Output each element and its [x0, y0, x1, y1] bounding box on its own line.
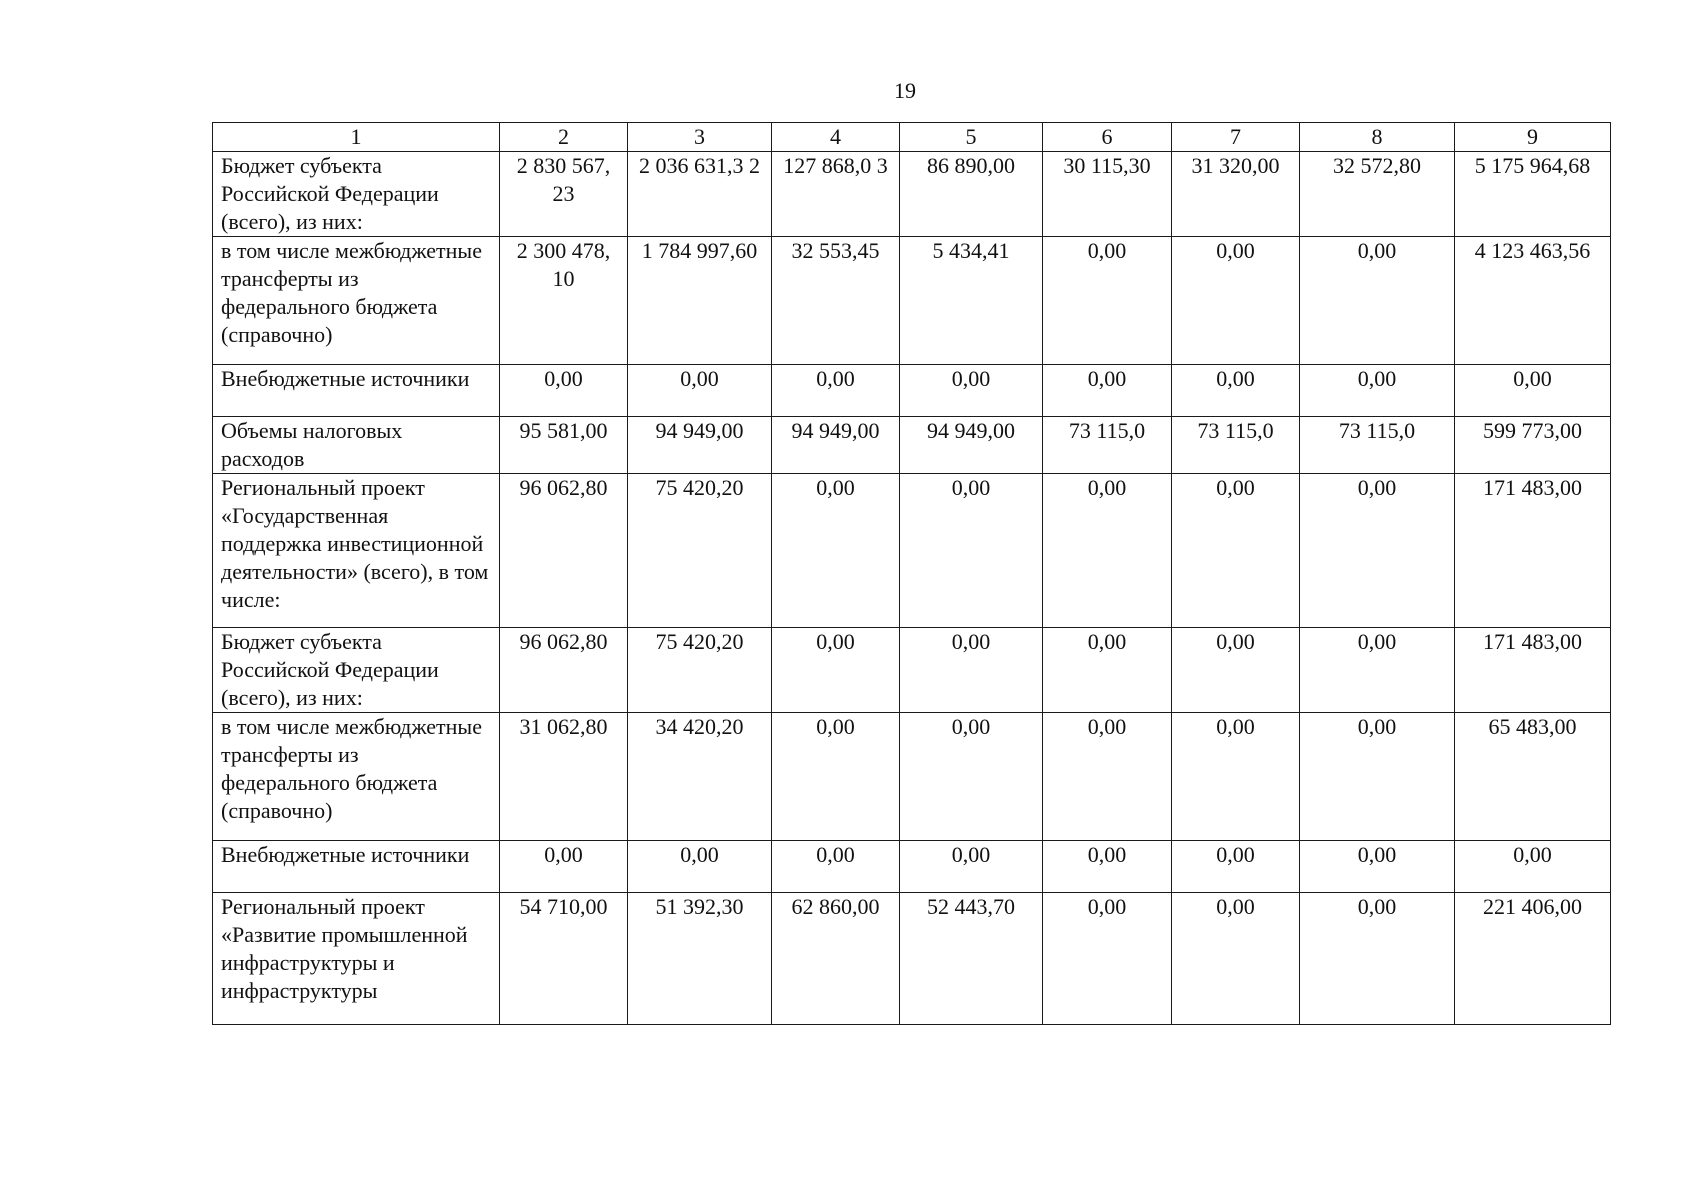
- value-cell: 0,00: [1455, 365, 1611, 417]
- row-label: Бюджет субъекта Российской Федерации (всего), из них:: [213, 628, 500, 713]
- column-header: 7: [1172, 123, 1300, 152]
- table-header: [213, 123, 1611, 152]
- value-cell: 2 300 478, 10: [500, 237, 628, 365]
- value-cell: 0,00: [1043, 365, 1172, 417]
- value-cell: 32 553,45: [772, 237, 900, 365]
- value-cell: 0,00: [1172, 841, 1300, 893]
- value-cell: 0,00: [1043, 628, 1172, 713]
- value-cell: 0,00: [628, 841, 772, 893]
- value-cell: 0,00: [1043, 893, 1172, 1025]
- value-cell: 54 710,00: [500, 893, 628, 1025]
- row-label: Объемы налоговых расходов: [213, 417, 500, 474]
- value-cell: 0,00: [900, 365, 1043, 417]
- value-cell: 94 949,00: [900, 417, 1043, 474]
- value-cell: 0,00: [1172, 474, 1300, 628]
- value-cell: 4 123 463,56: [1455, 237, 1611, 365]
- value-cell: 30 115,30: [1043, 152, 1172, 237]
- value-cell: 0,00: [1300, 474, 1455, 628]
- value-cell: 0,00: [1043, 841, 1172, 893]
- column-header: 6: [1043, 123, 1172, 152]
- value-cell: 0,00: [1300, 841, 1455, 893]
- value-cell: 0,00: [1043, 237, 1172, 365]
- value-cell: 0,00: [1300, 628, 1455, 713]
- value-cell: 73 115,0: [1043, 417, 1172, 474]
- column-header: 8: [1300, 123, 1455, 152]
- page-number: 19: [894, 78, 916, 103]
- table-row: [213, 417, 1611, 474]
- value-cell: 0,00: [1172, 365, 1300, 417]
- value-cell: 73 115,0: [1172, 417, 1300, 474]
- value-cell: 0,00: [772, 365, 900, 417]
- value-cell: 0,00: [900, 628, 1043, 713]
- table-row: [213, 628, 1611, 713]
- value-cell: 75 420,20: [628, 628, 772, 713]
- value-cell: 62 860,00: [772, 893, 900, 1025]
- table-row: [213, 474, 1611, 628]
- value-cell: 1 784 997,60: [628, 237, 772, 365]
- column-header: 3: [628, 123, 772, 152]
- header-row: [213, 123, 1611, 152]
- value-cell: 96 062,80: [500, 474, 628, 628]
- value-cell: 5 175 964,68: [1455, 152, 1611, 237]
- value-cell: 0,00: [628, 365, 772, 417]
- value-cell: 96 062,80: [500, 628, 628, 713]
- value-cell: 0,00: [1043, 474, 1172, 628]
- row-label: в том числе межбюджетные трансферты из федерального бюджета (справочно): [213, 713, 500, 841]
- column-header: 2: [500, 123, 628, 152]
- value-cell: 127 868,0 3: [772, 152, 900, 237]
- value-cell: 0,00: [1043, 713, 1172, 841]
- value-cell: 171 483,00: [1455, 474, 1611, 628]
- value-cell: 0,00: [1300, 713, 1455, 841]
- row-label: Внебюджетные источники: [213, 841, 500, 893]
- row-label: Региональный проект «Государственная поддержка инвестиционной деятельности» (всего), в том числе:: [213, 474, 500, 628]
- column-header: 5: [900, 123, 1043, 152]
- value-cell: 0,00: [1300, 237, 1455, 365]
- value-cell: 0,00: [500, 841, 628, 893]
- value-cell: 0,00: [500, 365, 628, 417]
- value-cell: 75 420,20: [628, 474, 772, 628]
- column-header: 4: [772, 123, 900, 152]
- value-cell: 65 483,00: [1455, 713, 1611, 841]
- value-cell: 95 581,00: [500, 417, 628, 474]
- value-cell: 0,00: [1455, 841, 1611, 893]
- value-cell: 51 392,30: [628, 893, 772, 1025]
- row-label: Региональный проект «Развитие промышленной инфраструктуры и инфраструктуры: [213, 893, 500, 1025]
- value-cell: 52 443,70: [900, 893, 1043, 1025]
- value-cell: 0,00: [1300, 365, 1455, 417]
- value-cell: 0,00: [1172, 893, 1300, 1025]
- value-cell: 0,00: [772, 628, 900, 713]
- column-header: 9: [1455, 123, 1611, 152]
- value-cell: 0,00: [1172, 628, 1300, 713]
- value-cell: 171 483,00: [1455, 628, 1611, 713]
- value-cell: 34 420,20: [628, 713, 772, 841]
- value-cell: 0,00: [900, 474, 1043, 628]
- value-cell: 94 949,00: [772, 417, 900, 474]
- table-row: [213, 893, 1611, 1025]
- row-label: в том числе межбюджетные трансферты из федерального бюджета (справочно): [213, 237, 500, 365]
- table-row: [213, 152, 1611, 237]
- table-row: [213, 841, 1611, 893]
- table-body: [213, 152, 1611, 1025]
- value-cell: 31 062,80: [500, 713, 628, 841]
- value-cell: 2 830 567, 23: [500, 152, 628, 237]
- budget-table: [212, 122, 1611, 1025]
- value-cell: 0,00: [1172, 713, 1300, 841]
- value-cell: 0,00: [772, 713, 900, 841]
- column-header: 1: [213, 123, 500, 152]
- table-row: [213, 713, 1611, 841]
- value-cell: 599 773,00: [1455, 417, 1611, 474]
- value-cell: 32 572,80: [1300, 152, 1455, 237]
- value-cell: 0,00: [900, 841, 1043, 893]
- row-label: Внебюджетные источники: [213, 365, 500, 417]
- row-label: Бюджет субъекта Российской Федерации (всего), из них:: [213, 152, 500, 237]
- value-cell: 0,00: [1172, 237, 1300, 365]
- value-cell: 0,00: [772, 474, 900, 628]
- value-cell: 221 406,00: [1455, 893, 1611, 1025]
- value-cell: 31 320,00: [1172, 152, 1300, 237]
- value-cell: 86 890,00: [900, 152, 1043, 237]
- value-cell: 0,00: [1300, 893, 1455, 1025]
- value-cell: 5 434,41: [900, 237, 1043, 365]
- table-row: [213, 237, 1611, 365]
- table-row: [213, 365, 1611, 417]
- value-cell: 94 949,00: [628, 417, 772, 474]
- value-cell: 73 115,0: [1300, 417, 1455, 474]
- value-cell: 0,00: [900, 713, 1043, 841]
- value-cell: 2 036 631,3 2: [628, 152, 772, 237]
- value-cell: 0,00: [772, 841, 900, 893]
